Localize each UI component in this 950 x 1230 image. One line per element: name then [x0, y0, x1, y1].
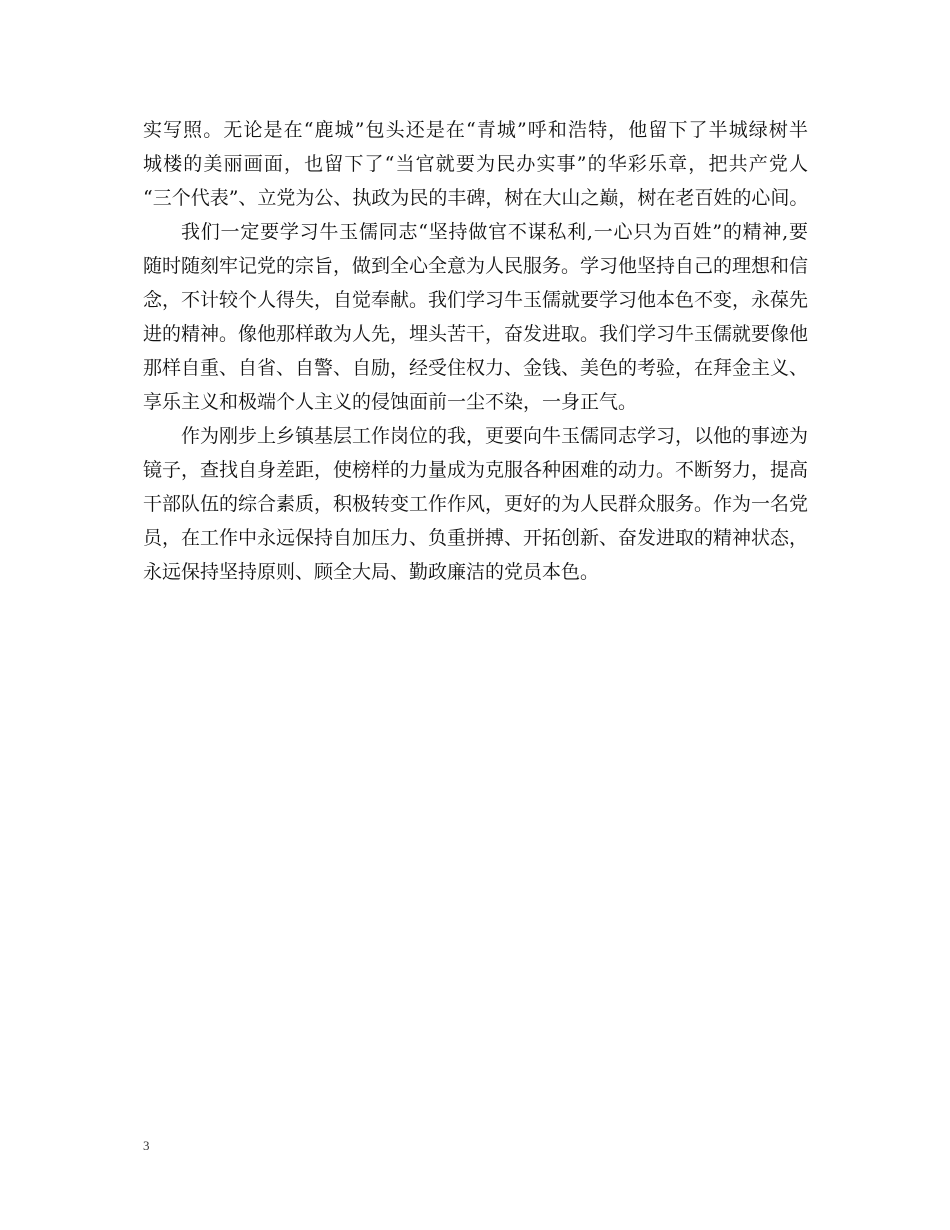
- paragraph-3-line-3: 干部队伍的综合素质，积极转变工作作风，更好的为人民群众服务。作为一名党: [143, 493, 809, 515]
- paragraph-1-line-3: “三个代表”、立党为公、执政为民的丰碑，树在大山之巅，树在老百姓的心间。: [143, 187, 809, 209]
- paragraph-2-line-6: 享乐主义和极端个人主义的侵蚀面前一尘不染，一身正气。: [143, 391, 638, 413]
- paragraph-3-line-2: 镜子，查找自身差距，使榜样的力量成为克服各种困难的动力。不断努力，提高: [143, 459, 809, 481]
- paragraph-1-line-1: 实写照。无论是在“鹿城”包头还是在“青城”呼和浩特，他留下了半城绿树半: [143, 119, 808, 141]
- document-body: [143, 113, 808, 589]
- paragraph-3-line-4: 员，在工作中永远保持自加压力、负重拼搏、开拓创新、奋发进取的精神状态，: [143, 527, 809, 549]
- paragraph-1-line-2: 城楼的美丽画面，也留下了“当官就要为民办实事”的华彩乐章，把共产党人: [143, 153, 808, 175]
- paragraph-2-line-4: 进的精神。像他那样敢为人先，埋头苦干，奋发进取。我们学习牛玉儒就要像他: [143, 323, 809, 345]
- page-number: 3: [143, 1138, 150, 1153]
- paragraph-3-line-1: 作为刚步上乡镇基层工作岗位的我，更要向牛玉儒同志学习，以他的事迹为: [181, 425, 809, 447]
- paragraph-2-line-3: 念，不计较个人得失，自觉奉献。我们学习牛玉儒就要学习他本色不变，永葆先: [143, 289, 809, 311]
- paragraph-2-line-1: 我们一定要学习牛玉儒同志“坚持做官不谋私利,一心只为百姓”的精神,要: [181, 221, 808, 243]
- paragraph-2-line-2: 随时随刻牢记党的宗旨，做到全心全意为人民服务。学习他坚持自己的理想和信: [143, 255, 809, 277]
- paragraph-2-line-5: 那样自重、自省、自警、自励，经受住权力、金钱、美色的考验，在拜金主义、: [143, 357, 809, 379]
- paragraph-3-line-5: 永远保持坚持原则、顾全大局、勤政廉洁的党员本色。: [143, 561, 600, 583]
